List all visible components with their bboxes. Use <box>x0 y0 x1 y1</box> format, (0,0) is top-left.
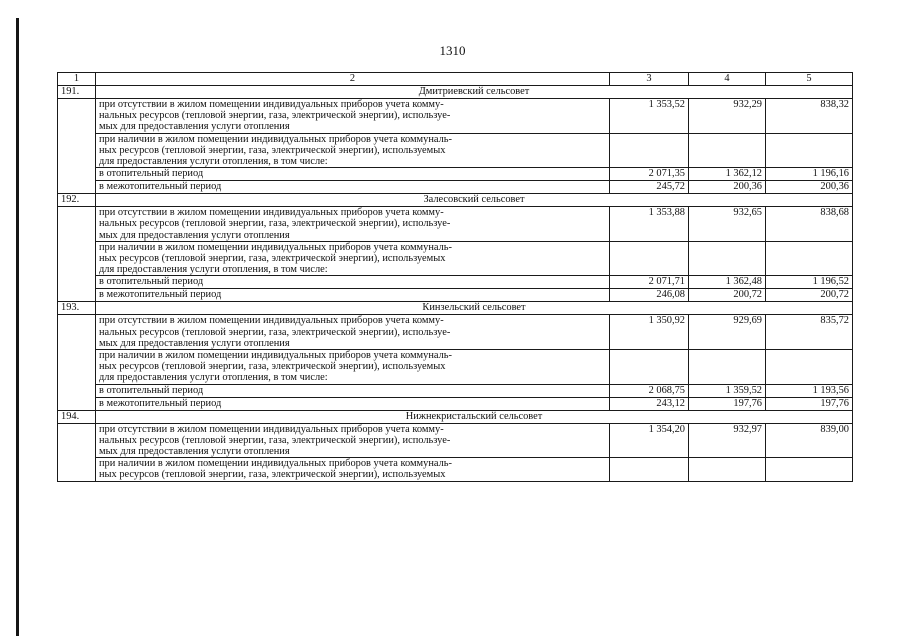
value-cell-empty <box>766 241 853 276</box>
value-cell: 835,72 <box>766 315 853 350</box>
row-label: в отопительный период <box>96 168 610 181</box>
value-cell: 200,36 <box>766 181 853 194</box>
column-header: 5 <box>766 73 853 86</box>
table-row <box>58 168 853 181</box>
value-cell: 246,08 <box>610 289 689 302</box>
table-row <box>58 423 853 458</box>
row-description: при наличии в жилом помещении индивидуальных приборов учета коммуналь- ных ресурсов (тепловой энергии, газа, электрической энергии), используемых для предоставления услуги отопления, в том числе: <box>96 350 610 385</box>
section-number: 192. <box>58 194 96 207</box>
section-row <box>58 302 853 315</box>
table-row <box>58 458 853 481</box>
column-header: 1 <box>58 73 96 86</box>
value-cell: 245,72 <box>610 181 689 194</box>
scan-margin-bar <box>16 18 19 636</box>
column-header: 4 <box>689 73 766 86</box>
value-cell-empty <box>610 241 689 276</box>
row-description: при наличии в жилом помещении индивидуальных приборов учета коммуналь- ных ресурсов (тепловой энергии, газа, электрической энергии), используемых для предоставления услуги отопления, в том числе: <box>96 241 610 276</box>
value-cell: 838,32 <box>766 99 853 134</box>
value-cell: 1 359,52 <box>689 384 766 397</box>
value-cell-empty <box>610 133 689 168</box>
row-label: в межотопительный период <box>96 397 610 410</box>
value-cell: 197,76 <box>689 397 766 410</box>
value-cell: 197,76 <box>766 397 853 410</box>
page-number: 1310 <box>439 43 466 58</box>
value-cell: 243,12 <box>610 397 689 410</box>
value-cell: 200,72 <box>689 289 766 302</box>
value-cell: 2 071,71 <box>610 276 689 289</box>
table-row <box>58 133 853 168</box>
value-cell: 1 362,12 <box>689 168 766 181</box>
section-title: Залесовский сельсовет <box>96 194 853 207</box>
value-cell: 1 350,92 <box>610 315 689 350</box>
row-description: при наличии в жилом помещении индивидуальных приборов учета коммуналь- ных ресурсов (тепловой энергии, газа, электрической энергии), используемых <box>96 458 610 481</box>
row-description: при отсутствии в жилом помещении индивидуальных приборов учета комму- нальных ресурсов (тепловой энергии, газа, электрической энергии), используе- мых для предоставления услуги отопления <box>96 207 610 242</box>
section-title: Нижнекристальский сельсовет <box>96 410 853 423</box>
number-cell-empty <box>58 315 96 410</box>
value-cell: 1 353,52 <box>610 99 689 134</box>
table-row <box>58 397 853 410</box>
column-header: 3 <box>610 73 689 86</box>
value-cell: 2 071,35 <box>610 168 689 181</box>
section-number: 194. <box>58 410 96 423</box>
table-row <box>58 181 853 194</box>
number-cell-empty <box>58 423 96 481</box>
section-row <box>58 194 853 207</box>
value-cell: 838,68 <box>766 207 853 242</box>
table-row <box>58 241 853 276</box>
table-row <box>58 289 853 302</box>
value-cell: 929,69 <box>689 315 766 350</box>
table-row <box>58 207 853 242</box>
value-cell-empty <box>766 133 853 168</box>
value-cell-empty <box>689 458 766 481</box>
tariff-table <box>57 72 853 482</box>
table-row <box>58 350 853 385</box>
value-cell: 932,65 <box>689 207 766 242</box>
value-cell: 200,36 <box>689 181 766 194</box>
value-cell: 2 068,75 <box>610 384 689 397</box>
value-cell-empty <box>610 350 689 385</box>
section-title: Дмитриевский сельсовет <box>96 86 853 99</box>
value-cell: 1 362,48 <box>689 276 766 289</box>
value-cell: 1 196,16 <box>766 168 853 181</box>
column-header-row <box>58 73 853 86</box>
value-cell: 1 353,88 <box>610 207 689 242</box>
value-cell: 1 354,20 <box>610 423 689 458</box>
row-description: при отсутствии в жилом помещении индивидуальных приборов учета комму- нальных ресурсов (тепловой энергии, газа, электрической энергии), используе- мых для предоставления услуги отопления <box>96 423 610 458</box>
section-title: Кинзельский сельсовет <box>96 302 853 315</box>
value-cell: 932,29 <box>689 99 766 134</box>
section-row <box>58 410 853 423</box>
number-cell-empty <box>58 99 96 194</box>
value-cell: 1 196,52 <box>766 276 853 289</box>
section-number: 193. <box>58 302 96 315</box>
row-description: при отсутствии в жилом помещении индивидуальных приборов учета комму- нальных ресурсов (тепловой энергии, газа, электрической энергии), используе- мых для предоставления услуги отопления <box>96 315 610 350</box>
row-label: в отопительный период <box>96 384 610 397</box>
value-cell-empty <box>766 350 853 385</box>
value-cell-empty <box>766 458 853 481</box>
number-cell-empty <box>58 207 96 302</box>
row-description: при наличии в жилом помещении индивидуальных приборов учета коммуналь- ных ресурсов (тепловой энергии, газа, электрической энергии), используемых для предоставления услуги отопления, в том числе: <box>96 133 610 168</box>
value-cell: 932,97 <box>689 423 766 458</box>
table-row <box>58 99 853 134</box>
section-number: 191. <box>58 86 96 99</box>
row-description: при отсутствии в жилом помещении индивидуальных приборов учета комму- нальных ресурсов (тепловой энергии, газа, электрической энергии), используе- мых для предоставления услуги отопления <box>96 99 610 134</box>
value-cell: 839,00 <box>766 423 853 458</box>
value-cell: 1 193,56 <box>766 384 853 397</box>
row-label: в межотопительный период <box>96 181 610 194</box>
table-row <box>58 384 853 397</box>
section-row <box>58 86 853 99</box>
table-row <box>58 315 853 350</box>
row-label: в межотопительный период <box>96 289 610 302</box>
column-header: 2 <box>96 73 610 86</box>
row-label: в отопительный период <box>96 276 610 289</box>
value-cell-empty <box>610 458 689 481</box>
value-cell-empty <box>689 350 766 385</box>
value-cell-empty <box>689 133 766 168</box>
value-cell: 200,72 <box>766 289 853 302</box>
value-cell-empty <box>689 241 766 276</box>
table-row <box>58 276 853 289</box>
